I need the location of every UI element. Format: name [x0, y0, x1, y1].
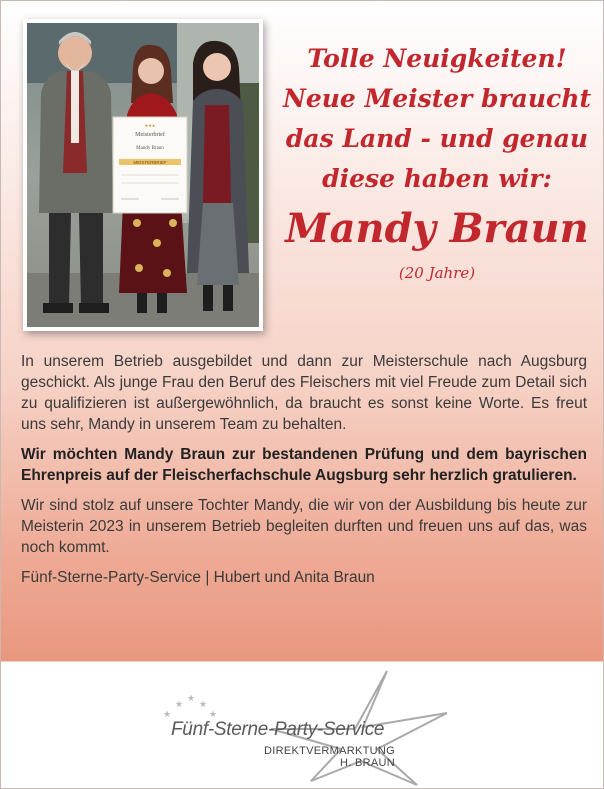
logo-sub-line-1: DIREKTVERMARKTUNG: [264, 745, 395, 757]
headline-line-3: das Land - und genau: [285, 124, 589, 153]
honoree-age: (20 Jahre): [398, 264, 476, 282]
svg-text:★: ★: [209, 710, 218, 720]
logo-company-name: Fünf-Sterne-Party-Service: [171, 719, 385, 740]
headline-line-4: diese haben wir:: [322, 164, 552, 193]
certificate-banner: MEISTERBRIEF: [133, 160, 167, 165]
paragraph-pride: Wir sind stolz auf unsere Tochter Mandy, die wir von der Ausbildung bis heute zur Meisterin 2023 in unserem Betrieb begleiten durften und freuen uns auf das, was noch kommt.: [21, 497, 587, 556]
svg-text:★: ★: [199, 700, 208, 710]
logo-subtitle: [264, 745, 395, 769]
svg-text:★: ★: [163, 710, 172, 720]
paragraph-intro: In unserem Betrieb ausgebildet und dann zur Meisterschule nach Augsburg geschickt. Als junge Frau den Beruf des Fleischers mit viel Freude zum Detail sich zu qualifizieren ist außergewöhnlich, da braucht es sonst keine Worte. Es freut uns sehr, Mandy in unserem Team zu behalten.: [21, 353, 587, 433]
svg-text:★: ★: [187, 694, 196, 704]
photo-illustration: [27, 23, 259, 327]
man-head: [58, 36, 92, 70]
signature: Fünf-Sterne-Party-Service | Hubert und Anita Braun: [21, 569, 375, 586]
svg-text:★★★: ★★★: [144, 123, 156, 128]
group-photo: [23, 19, 263, 331]
small-stars-icon: [163, 694, 217, 720]
certificate-title: Meisterbrief: [135, 132, 165, 138]
honoree-name: Mandy Braun: [285, 205, 589, 252]
certificate-name: Mandy Braun: [136, 146, 164, 151]
body-text: [21, 351, 587, 597]
headline-line-1: Tolle Neuigkeiten!: [307, 44, 567, 73]
company-logo: [151, 669, 451, 787]
paragraph-congratulation: Wir möchten Mandy Braun zur bestandenen Prüfung und dem bayrischen Ehrenpreis auf der Fleischerfachschule Augsburg sehr herzlich gratulieren.: [21, 446, 587, 484]
headline: [279, 39, 595, 285]
logo-sub-line-2: H. BRAUN: [340, 757, 395, 769]
headline-line-2: Neue Meister braucht: [283, 84, 591, 113]
svg-text:★: ★: [175, 700, 184, 710]
